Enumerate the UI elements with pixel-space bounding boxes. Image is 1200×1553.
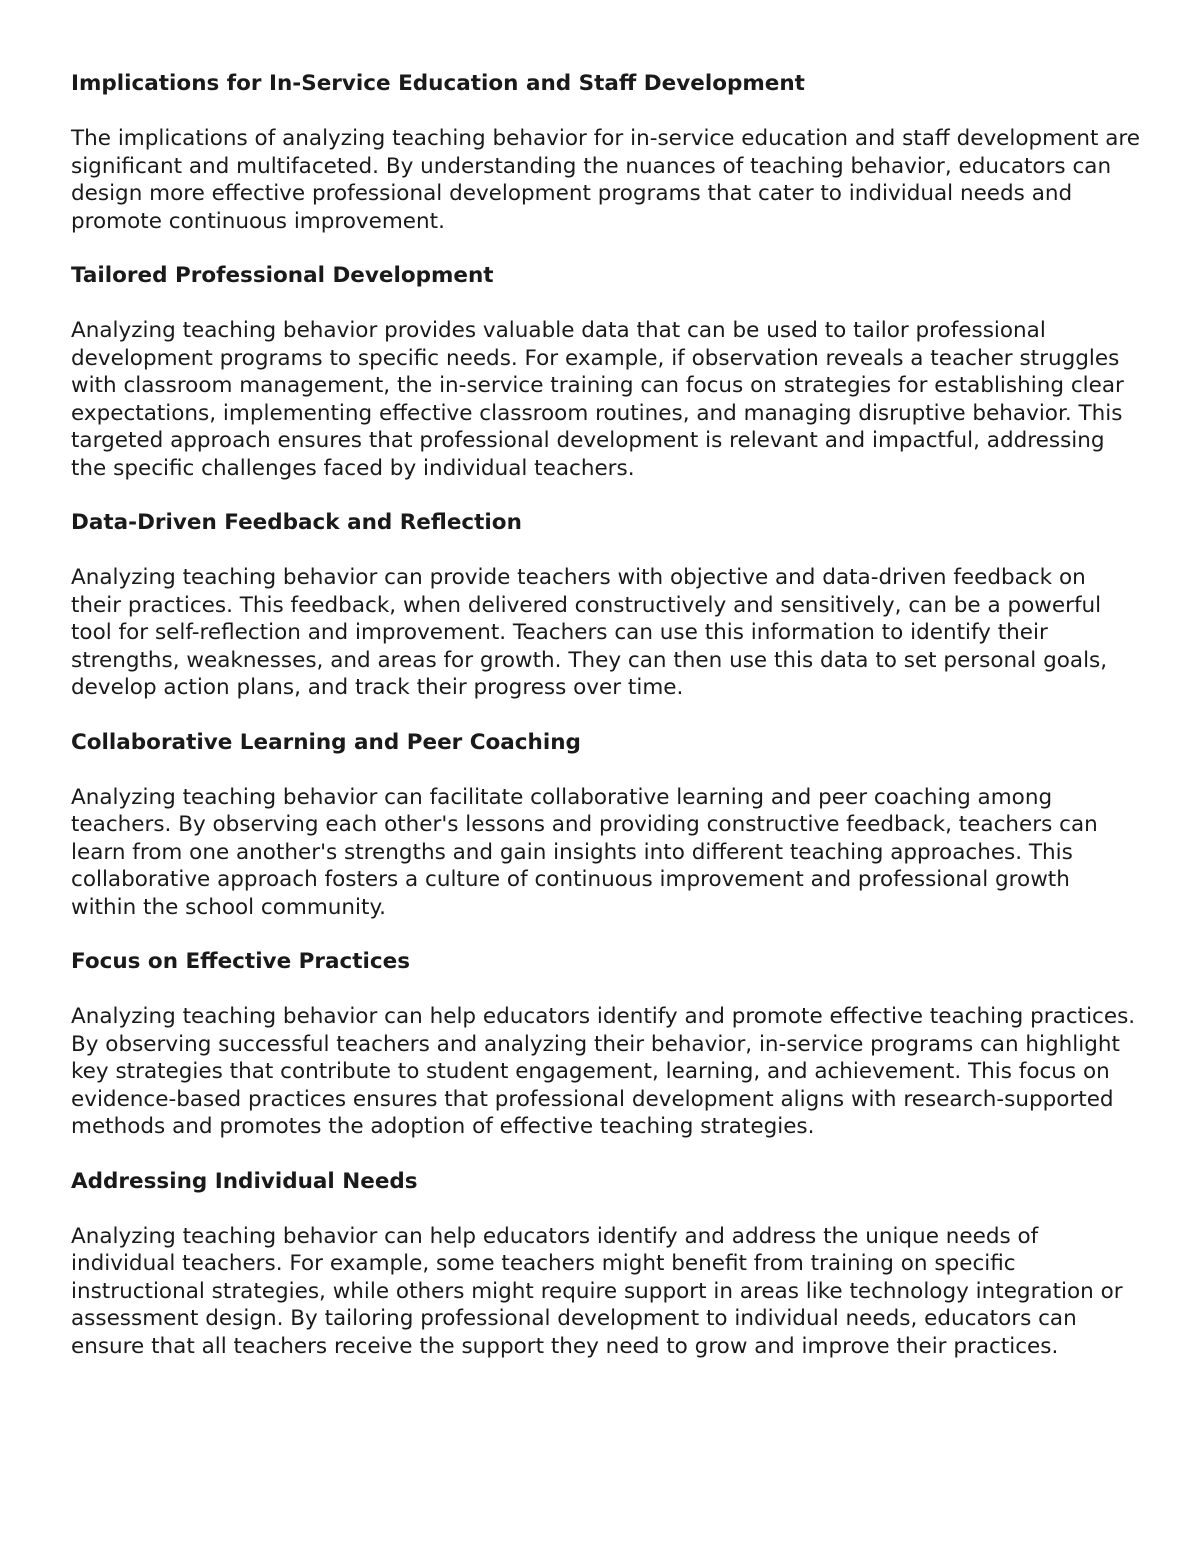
- document-page: [71, 70, 1141, 1387]
- intro-paragraph: The implications of analyzing teaching behavior for in-service education and staff development are significant and multifaceted. By understanding the nuances of teaching behavior, educators can design more effective professional development programs that cater to individual needs and promote continuous improvement.: [71, 126, 1140, 234]
- section-heading-data-driven-feedback: Data-Driven Feedback and Reflection: [71, 510, 522, 535]
- section-body-focus-on-effective-practices: Analyzing teaching behavior can help educators identify and promote effective teaching practices. By observing successful teachers and analyzing their behavior, in-service programs can highlight key strategies that contribute to student engagement, learning, and achievement. This focus on evidence-based practices ensures that professional development aligns with research-supported methods and promotes the adoption of effective teaching strategies.: [71, 1004, 1136, 1139]
- section-heading-focus-on-effective-practices: Focus on Effective Practices: [71, 949, 411, 974]
- section-heading-addressing-individual-needs: Addressing Individual Needs: [71, 1168, 418, 1194]
- section-heading-tailored-professional-development: Tailored Professional Development: [71, 263, 494, 288]
- section-body-data-driven-feedback: Analyzing teaching behavior can provide teachers with objective and data-driven feedback on their practices. This feedback, when delivered constructively and sensitively, can be a powerful tool for self-reflection and improvement. Teachers can use this information to identify their strengths, weaknesses, and areas for growth. They can then use this data to set personal goals, develop action plans, and track their progress over time.: [71, 565, 1108, 700]
- section-body-collaborative-learning: Analyzing teaching behavior can facilitate collaborative learning and peer coaching among teachers. By observing each other's lessons and providing constructive feedback, teachers can learn from one another's strengths and gain insights into different teaching approaches. This collaborative approach fosters a culture of continuous improvement and professional growth within the school community.: [71, 784, 1098, 920]
- section-body-tailored-professional-development: Analyzing teaching behavior provides valuable data that can be used to tailor professional development programs to specific needs. For example, if observation reveals a teacher struggles with classroom management, the in-service training can focus on strategies for establishing clear expectations, implementing effective classroom routines, and managing disruptive behavior. This targeted approach ensures that professional development is relevant and impactful, addressing the specific challenges faced by individual teachers.: [71, 318, 1124, 481]
- section-heading-collaborative-learning: Collaborative Learning and Peer Coaching: [71, 729, 581, 755]
- section-body-addressing-individual-needs: Analyzing teaching behavior can help educators identify and address the unique needs of individual teachers. For example, some teachers might benefit from training on specific instructional strategies, while others might require support in areas like technology integration or assessment design. By tailoring professional development to individual needs, educators can ensure that all teachers receive the support they need to grow and improve their practices.: [71, 1223, 1123, 1359]
- document-title: Implications for In-Service Education and Staff Development: [71, 71, 805, 96]
